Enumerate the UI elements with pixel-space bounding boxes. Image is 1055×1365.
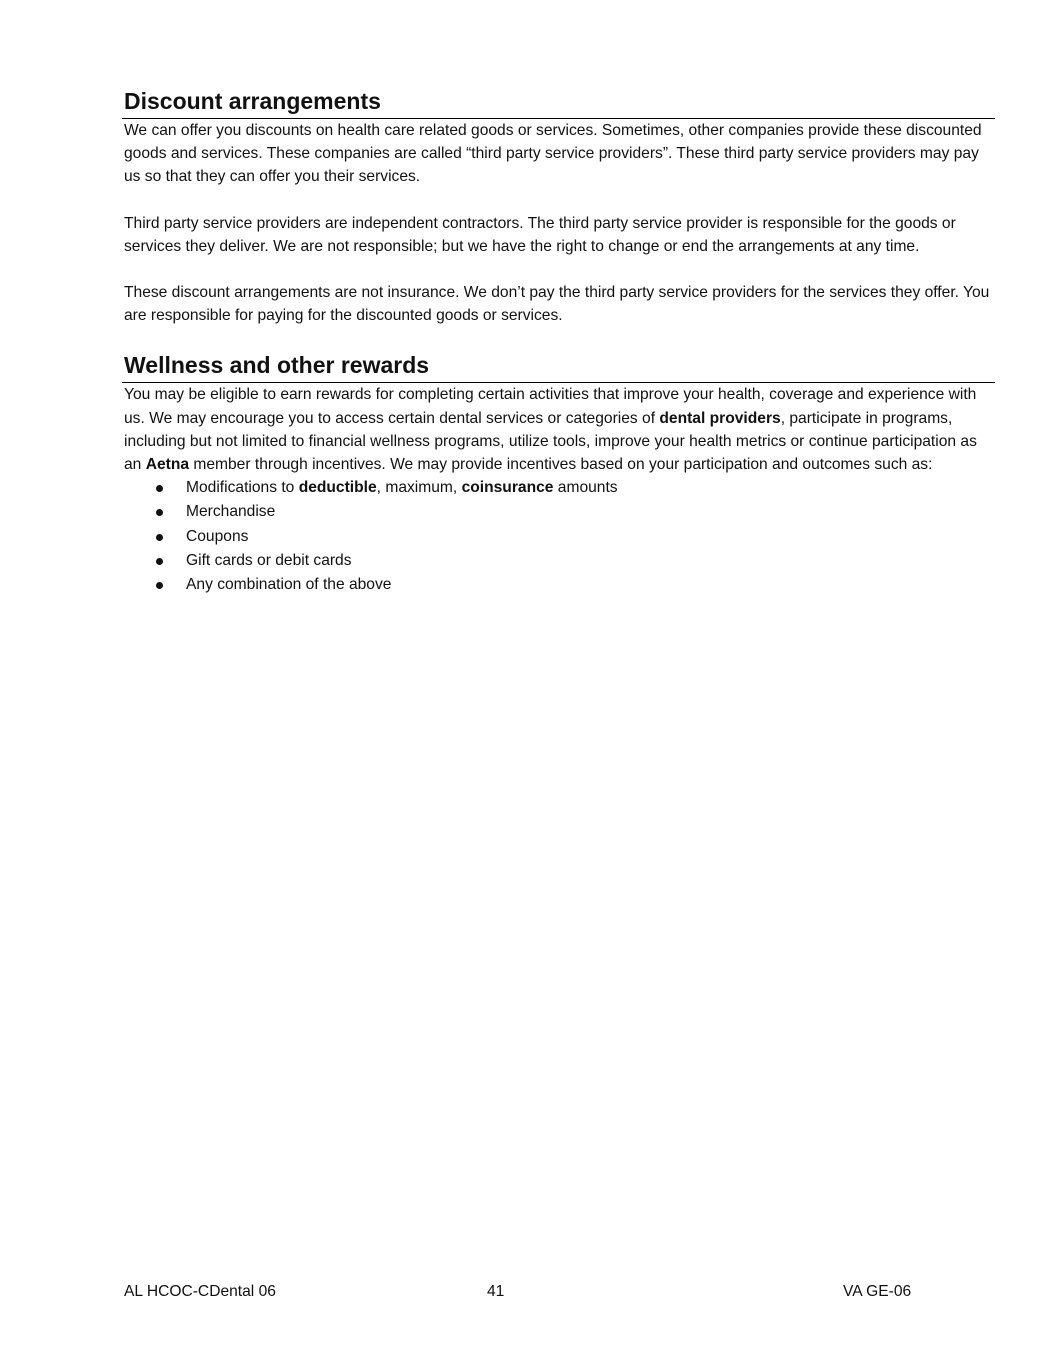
wellness-section [124, 350, 995, 597]
bullet-icon [156, 509, 163, 516]
list-item: Merchandise [124, 500, 995, 524]
footer-form-code: VA GE-06 [843, 1283, 912, 1300]
wellness-paragraph [124, 383, 995, 476]
bullet-icon [156, 582, 163, 589]
list-item: Coupons [124, 525, 995, 549]
footer-document-code: AL HCOC-CDental 06 [124, 1283, 276, 1300]
wellness-text-2: , participate in programs, including but not limited to financial wellness programs, utilize tools, improve your health metrics or continue participation as an [124, 409, 977, 474]
discount-paragraph-3: These discount arrangements are not insurance. We don’t pay the third party service providers for the services they offer. You are responsible for paying for the discounted goods or services. [124, 284, 990, 325]
list-item: Any combination of the above [124, 573, 995, 597]
term-deductible: deductible [298, 479, 377, 497]
discount-paragraph-2: Third party service providers are independent contractors. The third party service provider is responsible for the goods or services they deliver. We are not responsible; but we have the right to change or end the arrangements at any time. [124, 214, 956, 255]
term-dental-providers: dental providers [659, 409, 781, 427]
page-content [124, 86, 995, 597]
list-item: Modifications to deductible, maximum, coinsurance amounts [124, 476, 995, 500]
wellness-text-1: You may be eligible to earn rewards for completing certain activities that improve your health, coverage and experience with us. We may encourage you to access certain dental services or categories of [124, 386, 977, 427]
bullet-icon [156, 534, 163, 541]
footer-page-number: 41 [487, 1283, 505, 1300]
bullet-icon [156, 485, 163, 492]
discount-section [124, 86, 995, 327]
list-item: Gift cards or debit cards [124, 549, 995, 573]
discount-heading: Discount arrangements [122, 86, 995, 119]
wellness-heading: Wellness and other rewards [122, 350, 995, 383]
bullet-icon [156, 558, 163, 565]
discount-paragraph-1: We can offer you discounts on health care related goods or services. Sometimes, other companies provide these discounted goods and services. These companies are called “third party service providers”. These third party service providers may pay us so that they can offer you their services. [124, 122, 982, 186]
term-aetna: Aetna [145, 456, 190, 474]
term-coinsurance: coinsurance [461, 479, 554, 497]
rewards-list [124, 476, 995, 597]
wellness-text-3: member through incentives. We may provide incentives based on your participation and outcomes such as: [189, 456, 933, 474]
